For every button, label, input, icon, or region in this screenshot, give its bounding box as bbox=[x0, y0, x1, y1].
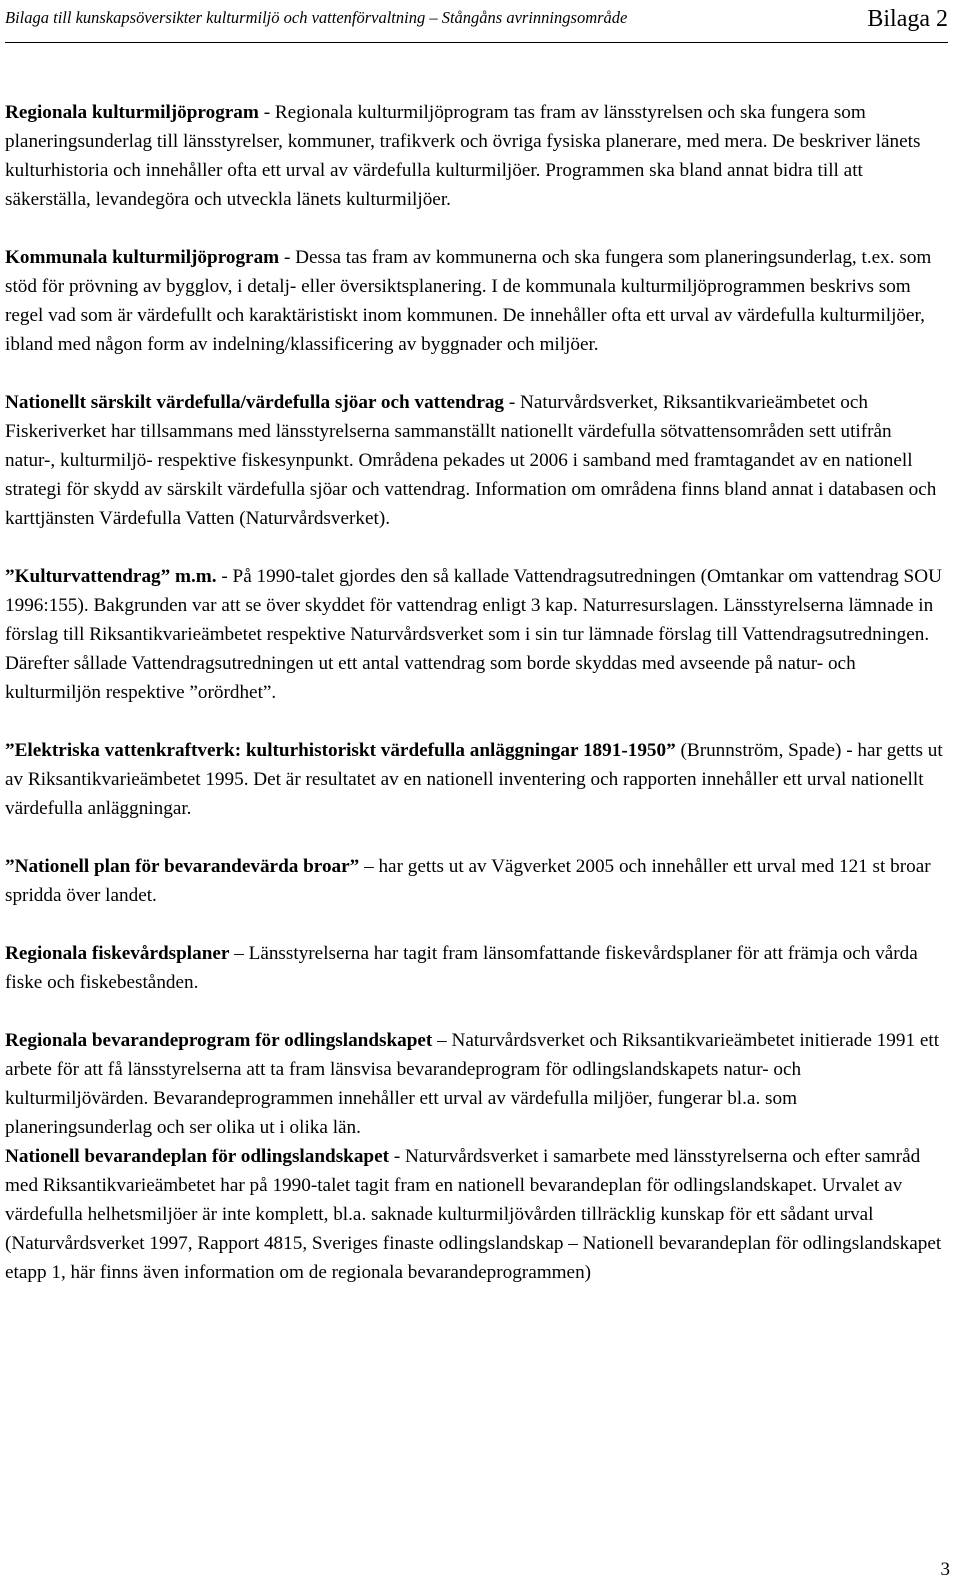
paragraph-body: – Länsstyrelserna har tagit fram länsomfattande fiskevårdsplaner för att främja och vårda fiske och fiskebestånden. bbox=[5, 943, 918, 993]
paragraph-body: - Naturvårdsverket, Riksantikvarieämbetet och Fiskeriverket har tillsammans med länsstyrelserna sammanställt nationellt värdefulla sötvattensområden sett utifrån natur-, kulturmiljö- respektive fiskesynpunkt. Områdena pekades ut 2006 i samband med framtagandet av en nationell strategi för skydd av särskilt värdefulla sjöar och vattendrag. Information om områdena finns bland annat i databasen och karttjänsten Värdefulla Vatten (Naturvårdsverket). bbox=[5, 392, 937, 529]
paragraph-title: Kommunala kulturmiljöprogram bbox=[5, 247, 280, 268]
paragraph-title: ”Kulturvattendrag” m.m. bbox=[5, 566, 217, 587]
paragraph-culture-watercourses bbox=[5, 562, 945, 707]
paragraph-body: - Regionala kulturmiljöprogram tas fram av länsstyrelsen och ska fungera som planeringsunderlag till länsstyrelser, kommuner, trafikverk och övriga fysiska planerare, med mera. De beskriver länets kulturhistoria och innehåller ofta ett urval av värdefulla kulturmiljöer. Programmen ska bland annat bidra till att säkerställa, levandegöra och utveckla länets kulturmiljöer. bbox=[5, 102, 921, 210]
paragraph-regional-cultural-programs bbox=[5, 98, 945, 214]
paragraph-title: Regionala kulturmiljöprogram bbox=[5, 102, 259, 123]
paragraph-title: Nationell bevarandeplan för odlingslandskapet bbox=[5, 1146, 390, 1167]
page-header bbox=[5, 2, 948, 43]
paragraph-regional-landscape-programs bbox=[5, 1026, 945, 1142]
paragraph-bridges-plan bbox=[5, 852, 945, 910]
paragraph-body: - På 1990-talet gjordes den så kallade Vattendragsutredningen (Omtankar om vattendrag SOU 1996:155). Bakgrunden var att se över skyddet för vattendrag enligt 3 kap. Naturresurslagen. Länsstyrelserna lämnade in förslag till Riksantikvarieämbetet respektive Naturvårdsverket som i sin tur lämnade förslag till Vattendragsutredningen. Därefter sållade Vattendragsutredningen ut ett antal vattendrag som borde skyddas med avseende på natur- och kulturmiljön respektive ”orördhet”. bbox=[5, 566, 942, 703]
paragraph-body: - Dessa tas fram av kommunerna och ska fungera som planeringsunderlag, t.ex. som stöd för prövning av bygglov, i detalj- eller översiktsplanering. I de kommunala kulturmiljöprogrammen beskrivs som regel vad som är värdefullt och karaktäristiskt inom kommunen. De innehåller ofta ett urval av värdefulla kulturmiljöer, ibland med någon form av indelning/klassificering av byggnader och miljöer. bbox=[5, 247, 932, 355]
paragraph-fish-conservation-plans bbox=[5, 939, 945, 997]
paragraph-title: Regionala fiskevårdsplaner bbox=[5, 943, 230, 964]
paragraph-title: ”Elektriska vattenkraftverk: kulturhistoriskt värdefulla anläggningar 1891-1950” bbox=[5, 740, 676, 761]
paragraph-body: – Naturvårdsverket och Riksantikvarieämbetet initierade 1991 ett arbete för att få länsstyrelserna att ta fram länsvisa bevarandeprogram för odlingslandskapets natur- och kulturmiljövärden. Bevarandeprogrammen innehåller ett urval av värdefulla miljöer, fungerar bl.a. som planeringsunderlag och ser olika ut i olika län. bbox=[5, 1030, 940, 1138]
paragraph-national-valuable-waters bbox=[5, 388, 945, 533]
paragraph-body: (Brunnström, Spade) - har getts ut av Riksantikvarieämbetet 1995. Det är resultatet av en nationell inventering och rapporten innehåller ett urval nationellt värdefulla anläggningar. bbox=[5, 740, 943, 819]
page-number: 3 bbox=[940, 1559, 950, 1580]
paragraph-title: Regionala bevarandeprogram för odlingslandskapet bbox=[5, 1030, 433, 1051]
header-title: Bilaga till kunskapsöversikter kulturmiljö och vattenförvaltning – Stångåns avrinningsområde bbox=[5, 8, 628, 27]
paragraph-body: - Naturvårdsverket i samarbete med länsstyrelserna och efter samråd med Riksantikvarieämbetet har på 1990-talet tagit fram en nationell bevarandeplan för odlingslandskapet. Urvalet av värdefulla helhetsmiljöer är inte komplett, bl.a. saknade kulturmiljövården tillräcklig kunskap för ett sådant urval (Naturvårdsverket 1997, Rapport 4815, Sveriges finaste odlingslandskap – Nationell bevarandeplan för odlingslandskapet etapp 1, här finns även information om de regionala bevarandeprogrammen) bbox=[5, 1146, 942, 1283]
paragraph-title: Nationellt särskilt värdefulla/värdefulla sjöar och vattendrag bbox=[5, 392, 505, 413]
paragraph-title: ”Nationell plan för bevarandevärda broar” bbox=[5, 856, 360, 877]
appendix-label: Bilaga 2 bbox=[867, 6, 948, 32]
paragraph-body: – har getts ut av Vägverket 2005 och innehåller ett urval med 121 st broar spridda över landet. bbox=[5, 856, 931, 906]
document-body bbox=[5, 98, 945, 1287]
paragraph-national-landscape-plan bbox=[5, 1142, 945, 1287]
paragraph-municipal-cultural-programs bbox=[5, 243, 945, 359]
paragraph-hydropower-plants bbox=[5, 736, 945, 823]
